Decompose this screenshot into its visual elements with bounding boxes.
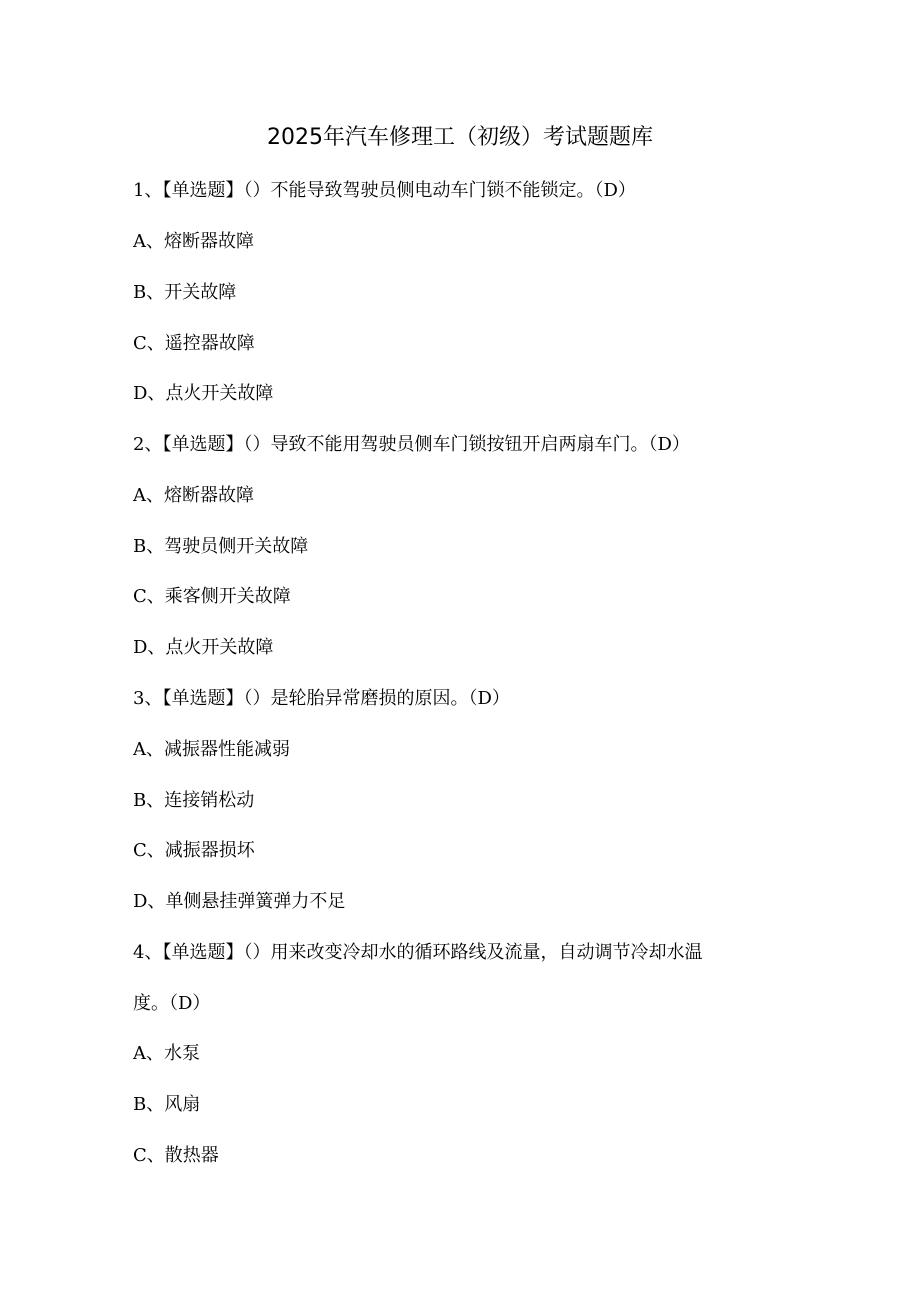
question-2-option-d: D、点火开关故障 <box>133 637 274 658</box>
question-3-option-d: D、单侧悬挂弹簧弹力不足 <box>133 891 346 912</box>
question-1-option-c: C、遥控器故障 <box>133 333 255 354</box>
question-4-stem-line-2: 度。（D） <box>133 993 211 1014</box>
question-3-option-a: A、减振器性能减弱 <box>133 739 290 760</box>
question-3-stem: 3、【单选题】（）是轮胎异常磨损的原因。（D） <box>133 688 510 709</box>
question-4-option-b: B、风扇 <box>133 1094 201 1115</box>
question-4-option-a: A、水泵 <box>133 1043 200 1064</box>
question-3-option-c: C、减振器损坏 <box>133 840 255 861</box>
question-1-stem: 1、【单选题】（）不能导致驾驶员侧电动车门锁不能锁定。（D） <box>133 180 636 201</box>
question-2-stem: 2、【单选题】（）导致不能用驾驶员侧车门锁按钮开启两扇车门。（D） <box>133 434 690 455</box>
document-title: 2025年汽车修理工（初级）考试题题库 <box>267 125 653 150</box>
question-1-option-a: A、熔断器故障 <box>133 231 254 252</box>
question-4-stem-line-1: 4、【单选题】（）用来改变冷却水的循环路线及流量，自动调节冷却水温 <box>133 942 703 963</box>
question-1-option-d: D、点火开关故障 <box>133 383 274 404</box>
question-3-option-b: B、连接销松动 <box>133 790 255 811</box>
question-2-option-c: C、乘客侧开关故障 <box>133 586 291 607</box>
question-4-option-c: C、散热器 <box>133 1145 219 1166</box>
question-1-option-b: B、开关故障 <box>133 282 237 303</box>
question-2-option-b: B、驾驶员侧开关故障 <box>133 536 309 557</box>
question-2-option-a: A、熔断器故障 <box>133 485 254 506</box>
